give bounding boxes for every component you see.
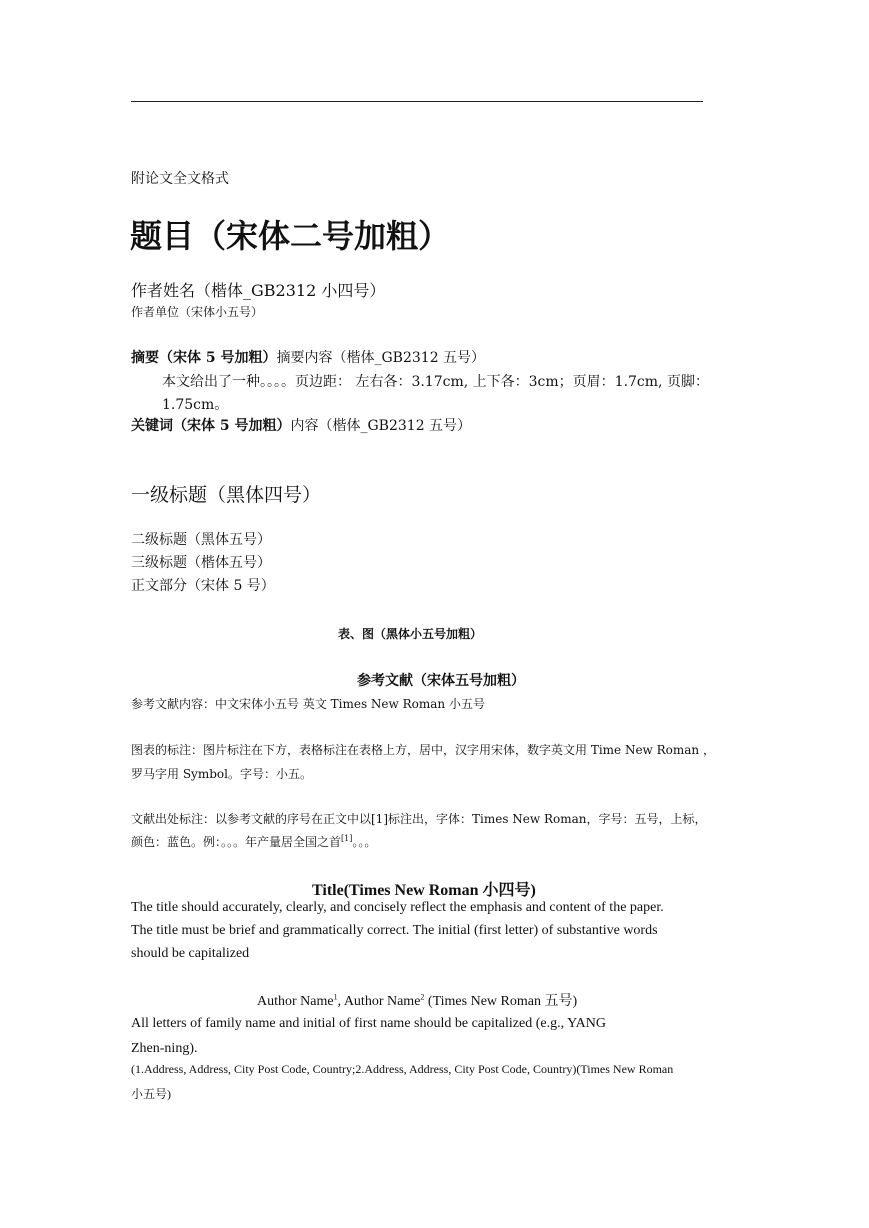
address-line-1: (1.Address, Address, City Post Code, Country;2.Address, Address, City Post Code, Country)(Times New Roman — [131, 1062, 674, 1076]
heading-level-2: 二级标题（黑体五号） — [131, 532, 271, 548]
table-figure-caption-sample: 表、图（黑体小五号加粗） — [338, 627, 483, 641]
heading-level-3: 三级标题（楷体五号） — [131, 555, 271, 571]
english-authors: Author Name$^1$, Author Name$^2$ (Times New Roman 五号) — [257, 992, 578, 1009]
paper-title: 题目（宋体二号加粗） — [130, 217, 451, 255]
citation-note-line-1: 文献出处标注：以参考文献的序号在正文中以[1]标注出，字体：Times New Roman，字号：五号，上标， — [131, 812, 707, 826]
affiliation-line: 作者单位（宋体小五号） — [131, 305, 264, 319]
english-title: Title(Times New Roman 小四号) — [312, 882, 536, 899]
references-content: 参考文献内容：中文宋体小五号 英文 Times New Roman 小五号 — [131, 697, 485, 711]
header-rule — [131, 101, 703, 102]
keywords-label: 关键词（宋体 5 号加粗） — [131, 418, 291, 434]
name-note-line-2: Zhen-ning). — [131, 1041, 198, 1056]
abstract-body-line-2: 1.75cm。 — [162, 397, 229, 413]
citation-note-line-2: 颜色：蓝色。例：。。。年产量居全国之首[1]。。。 — [131, 834, 377, 849]
abstract-line — [131, 347, 485, 367]
references-title: 参考文献（宋体五号加粗） — [357, 673, 525, 689]
name-note-line-1: All letters of family name and initial of first name should be capitalized (e.g., YANG — [131, 1016, 606, 1031]
author-line: 作者姓名（楷体_GB2312 小四号） — [131, 281, 386, 300]
english-para-line-1: The title should accurately, clearly, and concisely reflect the emphasis and content of the paper. — [131, 900, 664, 915]
address-line-2: 小五号) — [131, 1087, 171, 1101]
abstract-body-line-1: 本文给出了一种。。。。页边距： 左右各：3.17cm, 上下各：3cm；页眉：1.7cm, 页脚： — [162, 374, 709, 390]
english-para-line-2: The title must be brief and grammatically correct. The initial (first letter) of substantive words — [131, 923, 658, 938]
heading-level-1: 一级标题（黑体四号） — [131, 484, 322, 506]
figure-note-line-2: 罗马字用 Symbol。字号：小五。 — [131, 767, 312, 781]
english-para-line-3: should be capitalized — [131, 946, 250, 961]
citation-superscript: [1] — [341, 834, 353, 843]
abstract-content-note: 摘要内容（楷体_GB2312 五号） — [276, 350, 486, 366]
keywords-line — [131, 415, 471, 435]
appendix-label: 附论文全文格式 — [131, 171, 229, 187]
body-text-sample: 正文部分（宋体 5 号） — [131, 578, 275, 594]
keywords-content-note: 内容（楷体_GB2312 五号） — [290, 418, 472, 434]
abstract-label: 摘要（宋体 5 号加粗） — [131, 350, 277, 366]
figure-note-line-1: 图表的标注：图片标注在下方，表格标注在表格上方，居中，汉字用宋体，数字英文用 Time New Roman ， — [131, 743, 715, 757]
